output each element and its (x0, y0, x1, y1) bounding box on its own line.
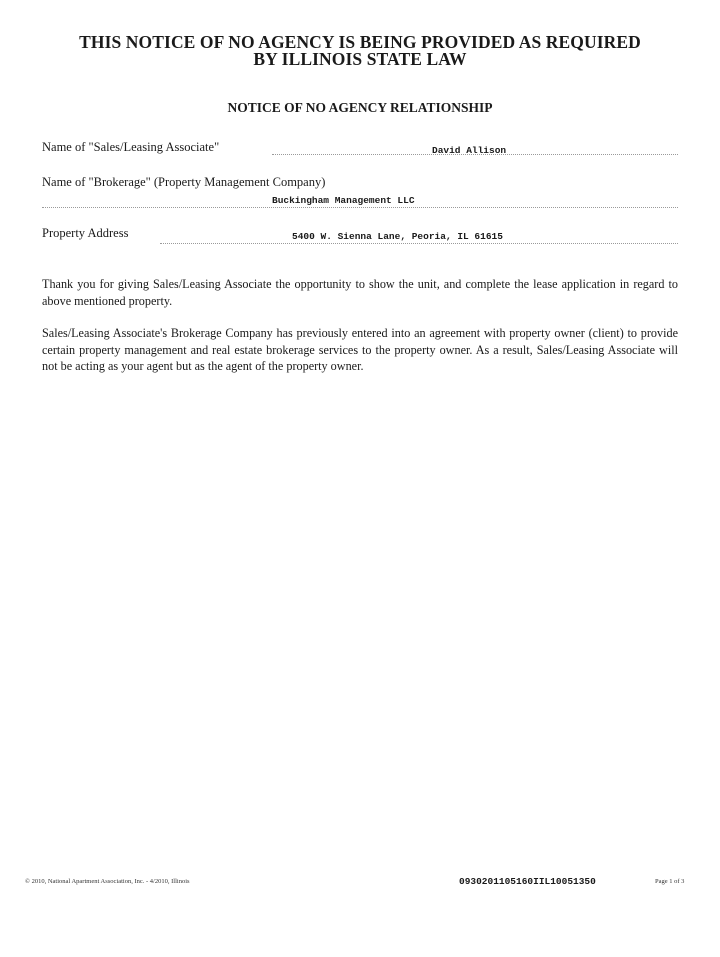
document-title (20, 34, 700, 68)
brokerage-label: Name of "Brokerage" (Property Management Company) (42, 175, 326, 189)
document-title-line-1: THIS NOTICE OF NO AGENCY IS BEING PROVIDED AS REQUIRED (79, 32, 641, 52)
brokerage-value: Buckingham Management LLC (272, 195, 415, 206)
notice-subtitle: NOTICE OF NO AGENCY RELATIONSHIP (227, 100, 493, 115)
associate-value: David Allison (432, 145, 507, 156)
body-paragraph-2: Sales/Leasing Associate's Brokerage Company has previously entered into an agreement with property owner (client) to provide certain property management and real estate brokerage services to the property owner. As a result, Sales/Leasing Associate will not be acting as your agent but as the agent of the property owner. (42, 326, 678, 373)
address-label: Property Address (42, 226, 129, 240)
body-paragraph-1: Thank you for giving Sales/Leasing Associate the opportunity to show the unit, and complete the lease application in regard to above mentioned property. (42, 277, 678, 308)
document-title-line-2: BY ILLINOIS STATE LAW (253, 49, 467, 69)
associate-label: Name of "Sales/Leasing Associate" (42, 140, 220, 154)
footer-document-code: 0930201105160IIL10051350 (459, 876, 596, 887)
brokerage-field-line (42, 207, 678, 208)
footer-page-number: Page 1 of 3 (655, 878, 685, 885)
address-value: 5400 W. Sienna Lane, Peoria, IL 61615 (292, 231, 503, 242)
address-field-line (160, 243, 678, 244)
footer-copyright: © 2010, National Apartment Association, Inc. - 4/2010, Illinois (25, 878, 190, 885)
